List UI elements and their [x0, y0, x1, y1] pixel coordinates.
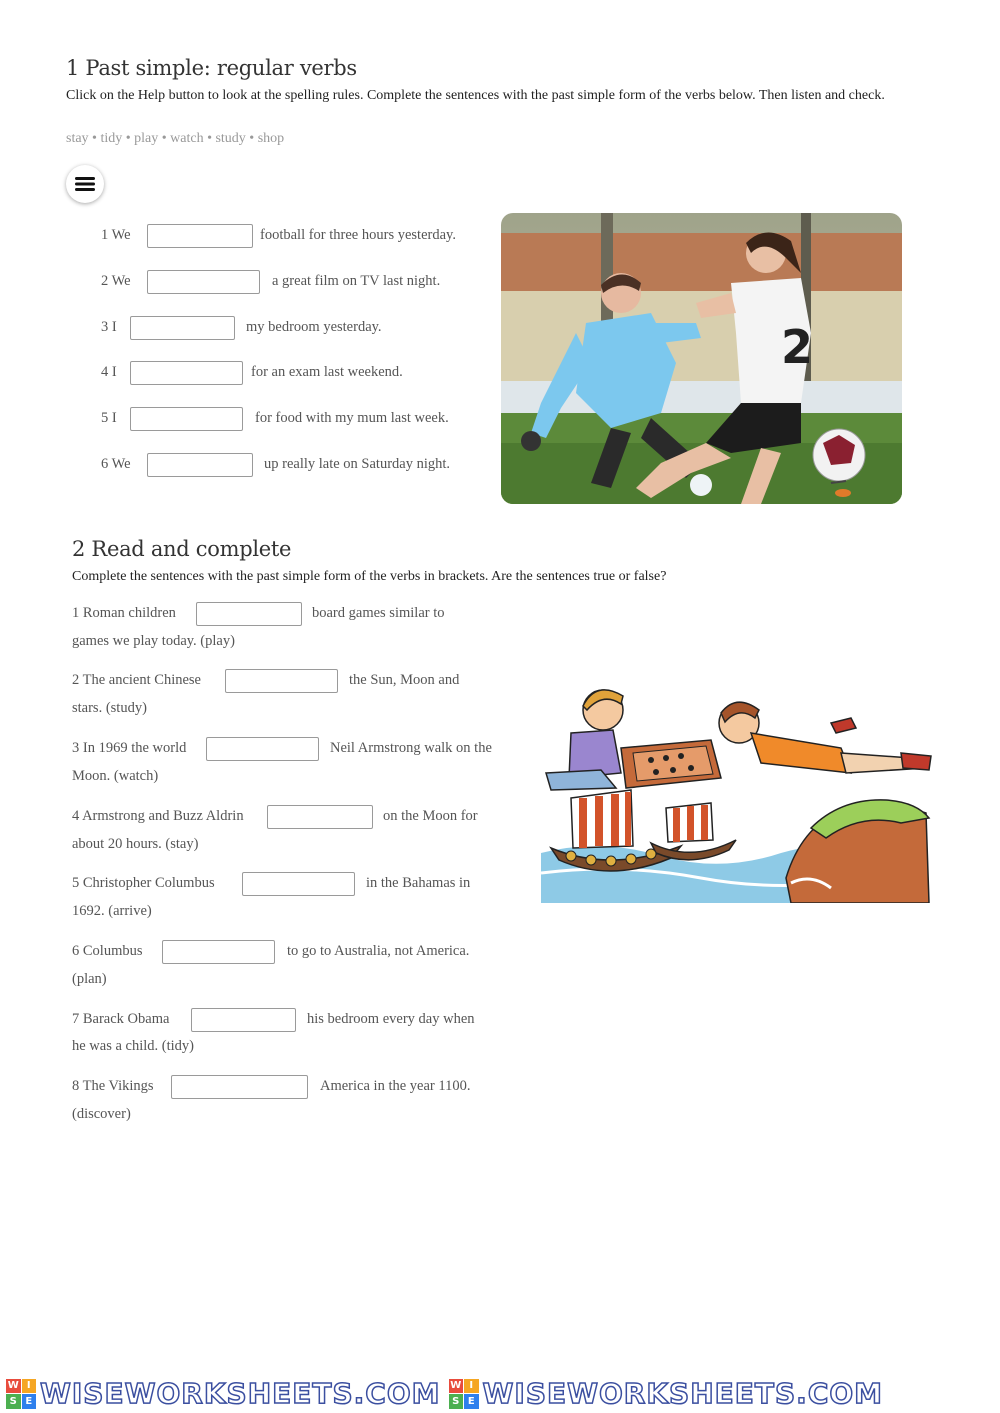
- item-prefix: 3 I: [101, 319, 117, 335]
- item-suffix: board games similar to: [312, 605, 445, 621]
- answer-input[interactable]: [130, 316, 235, 340]
- item-suffix: a great film on TV last night.: [272, 273, 441, 289]
- answer-input[interactable]: [162, 940, 275, 964]
- item-suffix: in the Bahamas in: [366, 875, 471, 891]
- item-prefix: 2 The ancient Chinese: [72, 672, 201, 688]
- item-continuation: (discover): [72, 1106, 131, 1122]
- answer-input[interactable]: [130, 361, 243, 385]
- item-suffix: his bedroom every day when: [307, 1011, 475, 1027]
- item-continuation: he was a child. (tidy): [72, 1038, 195, 1054]
- answer-input[interactable]: [171, 1075, 308, 1099]
- section1-title: 1 Past simple: regular verbs: [66, 56, 357, 80]
- football-photo: [501, 213, 902, 504]
- wiseworksheets-logo: [449, 1379, 479, 1409]
- item-suffix: for food with my mum last week.: [255, 410, 449, 426]
- item-prefix: 1 Roman children: [72, 605, 176, 621]
- watermark-text: WISEWORKSHEETS.COM: [40, 1377, 441, 1410]
- item-prefix: 1 We: [101, 227, 131, 243]
- help-menu-button[interactable]: [66, 165, 104, 203]
- answer-input[interactable]: [267, 805, 373, 829]
- answer-input[interactable]: [191, 1008, 296, 1032]
- item-suffix: my bedroom yesterday.: [246, 319, 382, 335]
- item-continuation: stars. (study): [72, 700, 147, 716]
- item-suffix: to go to Australia, not America.: [287, 943, 470, 959]
- answer-input[interactable]: [147, 224, 253, 248]
- logo-letter: I: [464, 1379, 479, 1394]
- item-prefix: 8 The Vikings: [72, 1078, 154, 1094]
- logo-letter: E: [464, 1394, 479, 1409]
- history-illustration: [541, 678, 933, 903]
- logo-letter: W: [7, 1380, 19, 1392]
- watermark-block: [449, 1377, 884, 1410]
- item-suffix: America in the year 1100.: [320, 1078, 471, 1094]
- answer-input[interactable]: [242, 872, 355, 896]
- item-continuation: (plan): [72, 971, 107, 987]
- wiseworksheets-logo: [6, 1379, 36, 1409]
- item-prefix: 6 Columbus: [72, 943, 143, 959]
- item-suffix: football for three hours yesterday.: [260, 227, 456, 243]
- item-continuation: 1692. (arrive): [72, 903, 152, 919]
- svg-text:2: 2: [781, 320, 814, 374]
- item-suffix: on the Moon for: [383, 808, 478, 824]
- section1-instruction: Click on the Help button to look at the spelling rules. Complete the sentences with the past simple form of the verbs below. Then listen and check.: [66, 88, 885, 103]
- item-prefix: 5 Christopher Columbus: [72, 875, 215, 891]
- section2-title: 2 Read and complete: [72, 537, 292, 561]
- answer-input[interactable]: [196, 602, 302, 626]
- item-prefix: 5 I: [101, 410, 117, 426]
- verb-list: stay • tidy • play • watch • study • shop: [66, 131, 285, 146]
- logo-letter: S: [6, 1394, 21, 1409]
- item-prefix: 4 I: [101, 364, 117, 380]
- item-prefix: 2 We: [101, 273, 131, 289]
- item-prefix: 7 Barack Obama: [72, 1011, 170, 1027]
- item-continuation: Moon. (watch): [72, 768, 159, 784]
- logo-letter: I: [22, 1379, 37, 1394]
- answer-input[interactable]: [206, 737, 319, 761]
- watermark-text: WISEWORKSHEETS.COM: [482, 1377, 884, 1410]
- item-continuation: about 20 hours. (stay): [72, 836, 199, 852]
- item-suffix: the Sun, Moon and: [349, 672, 460, 688]
- logo-letter: S: [449, 1394, 464, 1409]
- watermark-block: [6, 1377, 441, 1410]
- logo-letter: E: [22, 1394, 37, 1409]
- footer-watermark: [0, 1374, 1000, 1413]
- item-prefix: 4 Armstrong and Buzz Aldrin: [72, 808, 244, 824]
- item-suffix: Neil Armstrong walk on the: [330, 740, 492, 756]
- logo-letter: W: [450, 1380, 462, 1392]
- item-continuation: games we play today. (play): [72, 633, 235, 649]
- item-prefix: 3 In 1969 the world: [72, 740, 187, 756]
- answer-input[interactable]: [147, 453, 253, 477]
- section2-instruction: Complete the sentences with the past simple form of the verbs in brackets. Are the sentences true or false?: [72, 569, 667, 584]
- answer-input[interactable]: [130, 407, 243, 431]
- item-suffix: up really late on Saturday night.: [264, 456, 451, 472]
- answer-input[interactable]: [147, 270, 260, 294]
- item-suffix: for an exam last weekend.: [251, 364, 403, 380]
- item-prefix: 6 We: [101, 456, 131, 472]
- answer-input[interactable]: [225, 669, 338, 693]
- hamburger-menu-icon: [75, 176, 95, 192]
